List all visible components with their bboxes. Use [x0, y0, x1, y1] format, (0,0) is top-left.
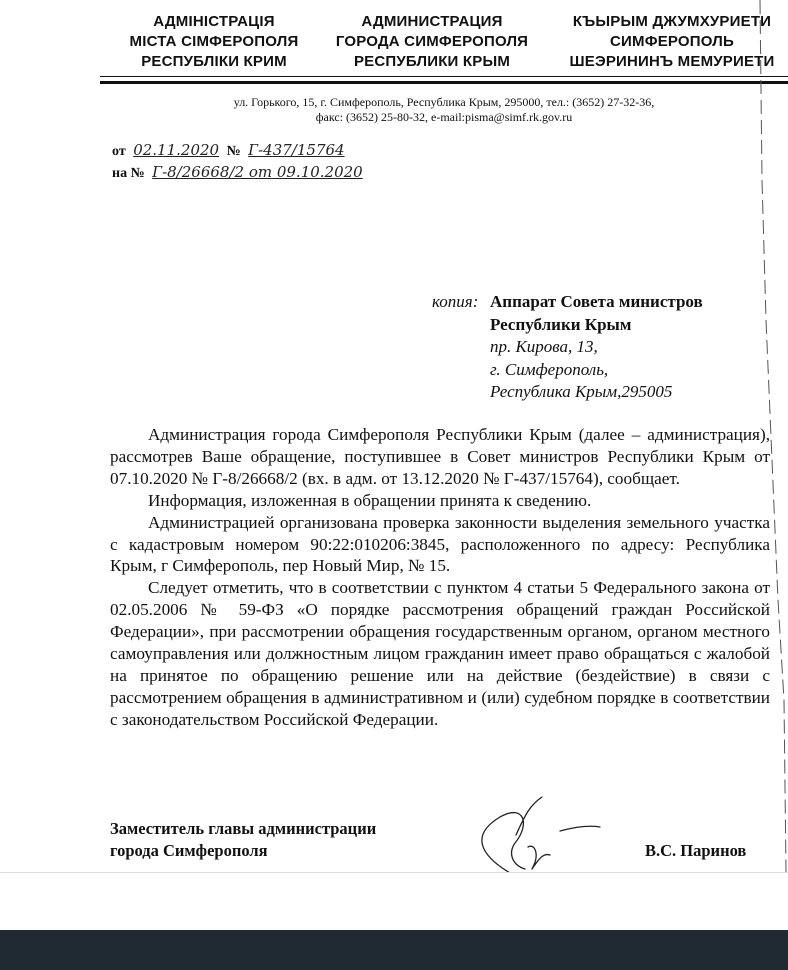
- reply-label: на №: [112, 166, 145, 181]
- handwritten-signature: [470, 795, 610, 872]
- letter-body: [110, 424, 770, 731]
- letterhead-russian: [326, 12, 538, 72]
- recipient-address: г. Симферополь,: [490, 359, 609, 379]
- letterhead-line: СИМФЕРОПОЛЬ: [610, 33, 734, 50]
- reference-line-from: [112, 140, 367, 162]
- recipient-address: пр. Кирова, 13,: [490, 337, 598, 356]
- body-paragraph: Следует отметить, что в соответствии с пунктом 4 статьи 5 Федерального закона от 02.05.2006 № 59-ФЗ «О порядке рассмотрения обращений граждан Российской Федерации», при рассмотрении обращения государственным органом, органом местного самоуправления или должностным лицом гражданин имеет право обращаться с жалобой на принятое по обращению решение или на действие (бездействие) в связи с рассмотрением обращения в административном и (или) судебном порядке в соответствии с законодательством Российской Федерации.: [110, 578, 770, 729]
- recipient-org: Республики Крым: [490, 314, 632, 334]
- scan-margin-line: [740, 0, 788, 872]
- signatory-name: В.С. Паринов: [645, 841, 747, 860]
- letterhead-line: ГОРОДА СИМФЕРОПОЛЯ: [335, 33, 529, 50]
- number-sign: №: [226, 144, 241, 159]
- address-line: ул. Горького, 15, г. Симферополь, Республика Крым, 295000, тел.: (3652) 27-32-36,: [233, 95, 655, 109]
- outgoing-number-handwritten: Г-437/15764: [248, 141, 345, 159]
- letterhead-line: АДМИНИСТРАЦИЯ: [361, 13, 503, 30]
- outgoing-reference: [112, 140, 367, 184]
- copy-address-block: [490, 291, 703, 404]
- signatory-title: [110, 818, 376, 862]
- letterhead-ukrainian: [114, 12, 314, 72]
- copy-label: копия:: [432, 292, 479, 311]
- recipient-address: Республика Крым,295005: [490, 382, 673, 401]
- letterhead-line: РЕСПУБЛІКИ КРИМ: [141, 53, 287, 70]
- reply-number-handwritten: Г-8/26668/2 от 09.10.2020: [152, 163, 363, 181]
- letterhead-line: МІСТА СІМФЕРОПОЛЯ: [129, 33, 299, 50]
- recipient-org: Аппарат Совета министров: [490, 292, 703, 311]
- page-edge: [0, 872, 788, 873]
- viewer-footer-bar: [0, 930, 788, 970]
- signatory-title-line: Заместитель главы администрации: [110, 819, 377, 838]
- from-date-handwritten: 02.11.2020: [133, 141, 220, 159]
- letterhead-line: АДМІНІСТРАЦІЯ: [153, 13, 275, 30]
- address-line: факс: (3652) 25-80-32, e-mail:pisma@simf.rk.gov.ru: [315, 110, 573, 124]
- letterhead: [100, 12, 788, 70]
- body-paragraph: Администрацией организована проверка законности выделения земельного участка с кадастровым номером 90:22:010206:3845, расположенного по адресу: Республика Крым, г Симферополь, пер Новый Мир, № 15.: [110, 512, 770, 576]
- signatory-title-line: города Симферополя: [110, 841, 268, 860]
- body-paragraph: Администрация города Симферополя Республики Крым (далее – администрация), рассмотрев Ваше обращение, поступившее в Совет министров Республики Крым от 07.10.2020 № Г-8/26668/2 (вх. в адм. от 13.12.2020 № Г-437/15764), сообщает.: [110, 425, 770, 488]
- contact-address: [100, 95, 788, 125]
- header-divider-thick: [100, 81, 788, 84]
- reference-line-reply: [112, 162, 367, 184]
- body-paragraph: Информация, изложенная в обращении принята к сведению.: [148, 490, 592, 510]
- header-divider-thin: [100, 76, 788, 77]
- from-label: от: [112, 144, 126, 159]
- letterhead-line: РЕСПУБЛИКИ КРЫМ: [353, 53, 511, 70]
- letterhead-line: ШЕЭРИНИНЪ МЕМУРИЕТИ: [569, 53, 775, 70]
- letterhead-line: КЪЫРЫМ ДЖУМХУРИЕТИ: [572, 13, 772, 30]
